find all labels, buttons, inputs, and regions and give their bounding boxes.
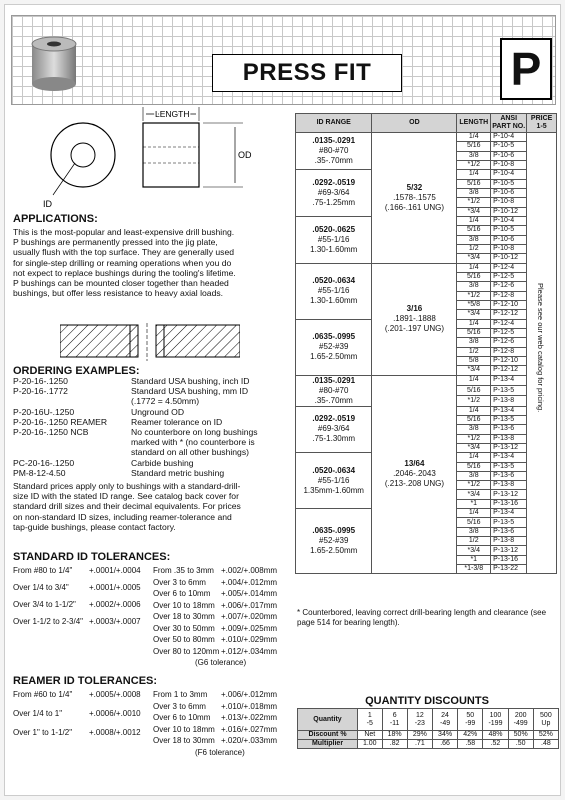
part-no-cell: P-10-6 — [491, 151, 527, 160]
length-cell: 5/8 — [457, 356, 491, 365]
part-no-cell: P-13-5 — [491, 415, 527, 424]
part-no-cell: P-13-4 — [491, 406, 527, 415]
installation-drawing — [60, 323, 240, 361]
length-cell: 5/16 — [457, 179, 491, 188]
multiplier-label: Multiplier — [298, 740, 358, 749]
length-cell: *1-3/8 — [457, 565, 491, 574]
table-row — [296, 133, 557, 142]
multiplier-cell: .52 — [483, 740, 508, 749]
length-cell: *1/2 — [457, 198, 491, 207]
discount-cell: 18% — [382, 731, 407, 740]
part-no-cell: P-13-22 — [491, 565, 527, 574]
part-no-cell: P-10-5 — [491, 179, 527, 188]
length-cell: 3/8 — [457, 471, 491, 480]
col-length: LENGTH — [457, 114, 491, 133]
part-no-cell: P-12-10 — [491, 356, 527, 365]
part-no-cell: P-13-4 — [491, 375, 527, 385]
std-tol-heading: STANDARD ID TOLERANCES: — [13, 551, 171, 563]
page-title: PRESS FIT — [212, 54, 402, 92]
part-no-cell: P-12-6 — [491, 338, 527, 347]
ream-tol-heading: REAMER ID TOLERANCES: — [13, 675, 158, 687]
length-cell: 1/2 — [457, 244, 491, 253]
discount-cell: 48% — [483, 731, 508, 740]
multiplier-cell: .82 — [382, 740, 407, 749]
part-no-cell: P-13-8 — [491, 434, 527, 443]
multiplier-cell: 1.00 — [358, 740, 383, 749]
part-no-cell: P-13-5 — [491, 518, 527, 527]
length-cell: 3/8 — [457, 235, 491, 244]
part-no-cell: P-12-4 — [491, 319, 527, 328]
length-cell: 3/8 — [457, 527, 491, 536]
id-label: ID — [43, 199, 52, 209]
length-cell: 3/8 — [457, 151, 491, 160]
length-cell: 1/4 — [457, 170, 491, 179]
od-cell: 5/32 .1578-.1575 (.166-.161 UNG) — [372, 133, 457, 264]
part-no-cell: P-10-8 — [491, 244, 527, 253]
header-banner — [11, 15, 556, 105]
length-cell: *1 — [457, 555, 491, 564]
part-no-cell: P-13-16 — [491, 555, 527, 564]
ordering-row: P-20-16U-.1250 Unground OD — [13, 406, 185, 417]
multiplier-cell: .71 — [407, 740, 432, 749]
length-cell: 1/4 — [457, 319, 491, 328]
col-id-range: ID RANGE — [296, 114, 372, 133]
part-no-cell: P-13-12 — [491, 490, 527, 499]
price-note: Please see our web catalog for pricing. — [536, 283, 546, 413]
quantity-table — [297, 708, 559, 749]
col-price: PRICE 1-5 — [527, 114, 557, 133]
part-no-cell: P-12-8 — [491, 347, 527, 356]
length-cell: 1/4 — [457, 509, 491, 518]
table-row — [296, 263, 557, 272]
length-cell: 1/4 — [457, 375, 491, 385]
part-no-cell: P-12-12 — [491, 366, 527, 375]
col-od: OD — [372, 114, 457, 133]
part-no-cell: P-13-8 — [491, 396, 527, 406]
quantity-cell: 100 -199 — [483, 709, 508, 731]
part-no-cell: P-12-6 — [491, 282, 527, 291]
id-range-cell: .0135-.0291 #80-#70 .35-.70mm — [296, 133, 372, 170]
bushing-drawing — [13, 105, 288, 213]
part-no-cell: P-10-4 — [491, 170, 527, 179]
part-no-cell: P-12-4 — [491, 263, 527, 272]
ordering-row: PM-8-12-4.50 Standard metric bushing — [13, 467, 225, 478]
ordering-row: (.1772 = 4.50mm) — [131, 396, 200, 407]
multiplier-cell: .66 — [432, 740, 457, 749]
multiplier-cell: .50 — [508, 740, 533, 749]
quantity-heading: QUANTITY DISCOUNTS — [365, 695, 489, 707]
id-range-cell: .0292-.0519 #69-3/64 .75-1.30mm — [296, 406, 372, 453]
footnote: * Counterbored, leaving correct drill-bearing length and clearance (see page 514 for bearing length). — [297, 608, 547, 627]
length-cell: *3/4 — [457, 366, 491, 375]
length-cell: 3/8 — [457, 282, 491, 291]
length-cell: 1/4 — [457, 133, 491, 142]
ordering-heading: ORDERING EXAMPLES: — [13, 365, 140, 377]
quantity-cell: 200 -499 — [508, 709, 533, 731]
catalog-page — [4, 4, 561, 796]
length-cell: 5/16 — [457, 272, 491, 281]
length-cell: *3/4 — [457, 207, 491, 216]
od-label: OD — [238, 150, 252, 160]
std-tol-mm: From .35 to 3mm +.002/+.008mm Over 3 to 6mm +.004/+.012mm Over 6 to 10mm +.005/+.014mm Over 10 to 18mm +.006/+.017mm Over 18 to 30mm +.007/+.020mm Over 30 to 50mm +.009/+.025mm Over 50 to 80mm +.010/+.029mm Over 80 to 120mm +.012/+.034mm (G6 tolerance) — [153, 566, 278, 667]
length-label: LENGTH — [155, 109, 190, 119]
length-cell: 5/16 — [457, 226, 491, 235]
part-no-cell: P-10-12 — [491, 207, 527, 216]
ordering-row: P-20-16-.1772 Standard USA bushing, mm ID — [13, 386, 249, 397]
part-no-cell: P-13-12 — [491, 546, 527, 555]
part-no-cell: P-13-5 — [491, 462, 527, 471]
pricing-note: Standard prices apply only to bushings with a standard-drill- size ID with the stated ID range. See catalog back cover for standard drill sizes and their decimal equivalents. For prices on non-standard ID sizes, including reamer-tolerance and tap-guide bushings, please contact factory. — [13, 481, 241, 532]
col-part-no: ANSI PART NO. — [491, 114, 527, 133]
length-cell: 1/4 — [457, 216, 491, 225]
ordering-row: P-20-16-.1250 NCB No counterbore on long bushings — [13, 427, 258, 438]
price-cell — [527, 133, 557, 574]
part-no-cell: P-13-6 — [491, 471, 527, 480]
part-no-cell: P-12-5 — [491, 272, 527, 281]
part-no-cell: P-13-6 — [491, 527, 527, 536]
part-no-cell: P-13-5 — [491, 385, 527, 395]
length-cell: *3/4 — [457, 490, 491, 499]
discount-label: Discount % — [298, 731, 358, 740]
length-cell: *5/8 — [457, 300, 491, 309]
id-range-cell: .0635-.0995 #52-#39 1.65-2.50mm — [296, 319, 372, 375]
length-cell: 1/4 — [457, 263, 491, 272]
part-no-cell: P-10-5 — [491, 226, 527, 235]
part-no-cell: P-12-8 — [491, 291, 527, 300]
length-cell: 3/8 — [457, 425, 491, 434]
part-no-cell: P-13-12 — [491, 443, 527, 452]
discount-cell: Net — [358, 731, 383, 740]
quantity-cell: 6 -11 — [382, 709, 407, 731]
length-cell: 5/16 — [457, 462, 491, 471]
section-letter: P — [500, 38, 552, 100]
od-cell: 13/64 .2046-.2043 (.213-.208 UNG) — [372, 375, 457, 574]
part-no-cell: P-10-6 — [491, 188, 527, 197]
discount-cell: 50% — [508, 731, 533, 740]
part-no-cell: P-13-8 — [491, 537, 527, 546]
length-cell: *1/2 — [457, 434, 491, 443]
length-cell: 5/16 — [457, 415, 491, 424]
ordering-row: PC-20-16-.1250 Carbide bushing — [13, 457, 194, 468]
length-cell: *3/4 — [457, 443, 491, 452]
quantity-cell: 500 Up — [533, 709, 558, 731]
id-range-cell: .0635-.0995 #52-#39 1.65-2.50mm — [296, 509, 372, 574]
bushing-table — [295, 113, 557, 574]
applications-heading: APPLICATIONS: — [13, 213, 98, 225]
length-cell: *3/4 — [457, 310, 491, 319]
length-cell: 5/16 — [457, 328, 491, 337]
ream-tol-mm: From 1 to 3mm +.006/+.012mm Over 3 to 6mm +.010/+.018mm Over 6 to 10mm +.013/+.022mm Over 10 to 18mm +.016/+.027mm Over 18 to 30mm +.020/+.033mm (F6 tolerance) — [153, 690, 278, 757]
discount-cell: 29% — [407, 731, 432, 740]
id-range-cell: .0520-.0625 #55-1/16 1.30-1.60mm — [296, 216, 372, 263]
length-cell: *1/2 — [457, 291, 491, 300]
part-no-cell: P-10-8 — [491, 160, 527, 169]
length-cell: *1/2 — [457, 160, 491, 169]
part-no-cell: P-10-4 — [491, 133, 527, 142]
ordering-row: marked with * (no counterbore is — [131, 437, 255, 448]
part-no-cell: P-12-10 — [491, 300, 527, 309]
table-row — [296, 375, 557, 385]
ordering-row: standard on all other bushings) — [131, 447, 250, 458]
length-cell: 3/8 — [457, 338, 491, 347]
id-range-cell: .0520-.0634 #55-1/16 1.35mm-1.60mm — [296, 453, 372, 509]
quantity-cell: 12 -23 — [407, 709, 432, 731]
part-no-cell: P-12-12 — [491, 310, 527, 319]
od-cell: 3/16 .1891-.1888 (.201-.197 UNG) — [372, 263, 457, 375]
quantity-cell: 50 -99 — [458, 709, 483, 731]
length-cell: *3/4 — [457, 546, 491, 555]
part-no-cell: P-13-16 — [491, 499, 527, 508]
length-cell: 5/16 — [457, 142, 491, 151]
std-tol-inch: From #80 to 1/4" +.0001/+.0004 Over 1/4 to 3/4" +.0001/+.0005 Over 3/4 to 1-1/2" +.0002/+.0006 Over 1-1/2 to 2-3/4" +.0003/+.0007 — [13, 566, 141, 626]
part-no-cell: P-12-5 — [491, 328, 527, 337]
length-cell: 1/2 — [457, 537, 491, 546]
discount-cell: 42% — [458, 731, 483, 740]
ream-tol-inch: From #60 to 1/4" +.0005/+.0008 Over 1/4 to 1" +.0006/+.0010 Over 1" to 1-1/2" +.0008/+.0012 — [13, 690, 141, 737]
length-cell: *1/2 — [457, 481, 491, 490]
id-range-cell: .0520-.0634 #55-1/16 1.30-1.60mm — [296, 263, 372, 319]
length-cell: *1/2 — [457, 396, 491, 406]
part-no-cell: P-10-4 — [491, 216, 527, 225]
applications-text: This is the most-popular and least-expensive drill bushing. P bushings are permanently pressed into the jig plate, usually flush with the top surface. They are generally used for single-step drilling or reaming operations when you do not expect to replace bushings during the tooling's lifetime. P bushings can be mounted closer together than headed bushings, but offer less resistance to heavy axial loads. — [13, 227, 236, 299]
ordering-row: P-20-16-.1250 Standard USA bushing, inch ID — [13, 376, 250, 386]
quantity-label: Quantity — [298, 709, 358, 731]
part-no-cell: P-10-12 — [491, 254, 527, 263]
part-no-cell: P-13-6 — [491, 425, 527, 434]
length-cell: 1/2 — [457, 347, 491, 356]
ordering-examples — [13, 376, 288, 478]
quantity-cell: 24 -49 — [432, 709, 457, 731]
discount-cell: 52% — [533, 731, 558, 740]
length-cell: 1/4 — [457, 453, 491, 462]
ordering-row: P-20-16-.1250 REAMER Reamer tolerance on ID — [13, 416, 223, 427]
part-no-cell: P-10-8 — [491, 198, 527, 207]
quantity-cell: 1 -5 — [358, 709, 383, 731]
length-cell: 5/16 — [457, 385, 491, 395]
multiplier-cell: .58 — [458, 740, 483, 749]
part-no-cell: P-10-5 — [491, 142, 527, 151]
discount-cell: 34% — [432, 731, 457, 740]
length-cell: 1/4 — [457, 406, 491, 415]
id-range-cell: .0135-.0291 #80-#70 .35-.70mm — [296, 375, 372, 406]
multiplier-cell: .48 — [533, 740, 558, 749]
length-cell: 5/16 — [457, 518, 491, 527]
length-cell: *3/4 — [457, 254, 491, 263]
bushing-photo — [26, 30, 82, 92]
part-no-cell: P-10-6 — [491, 235, 527, 244]
id-range-cell: .0292-.0519 #69-3/64 .75-1.25mm — [296, 170, 372, 217]
length-cell: 3/8 — [457, 188, 491, 197]
length-cell: *1 — [457, 499, 491, 508]
part-no-cell: P-13-4 — [491, 509, 527, 518]
part-no-cell: P-13-4 — [491, 453, 527, 462]
part-no-cell: P-13-8 — [491, 481, 527, 490]
